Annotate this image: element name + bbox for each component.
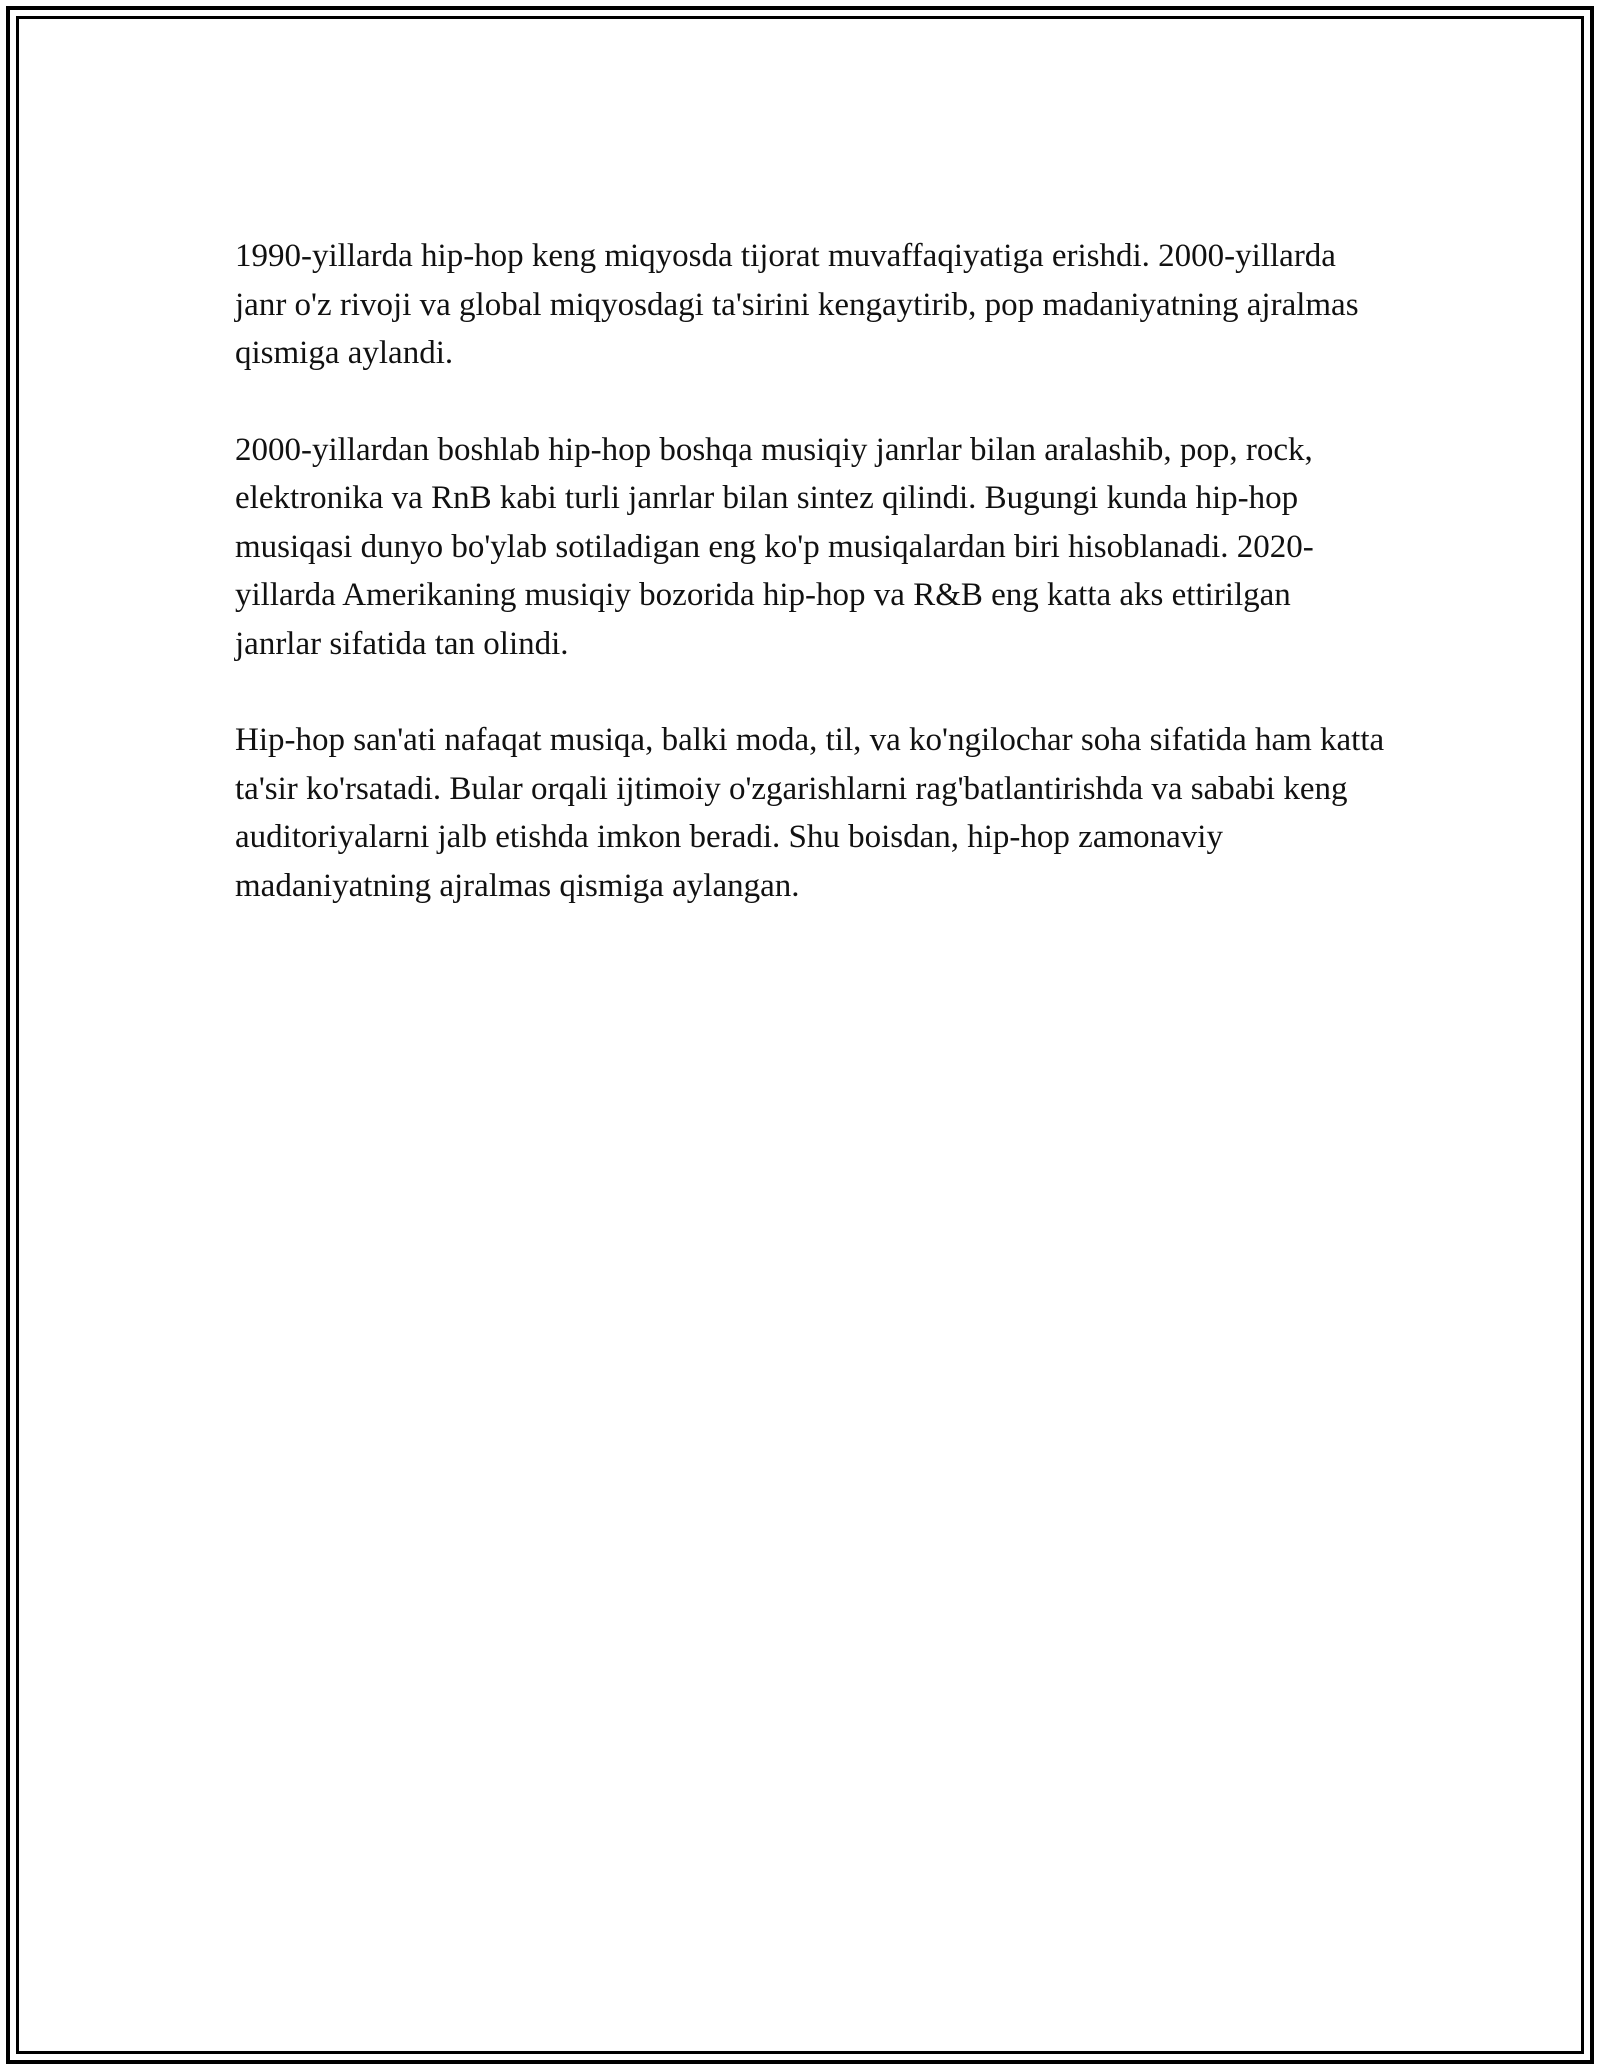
- paragraph-3: Hip-hop san'ati nafaqat musiqa, balki moda, til, va ko'ngilochar soha sifatida ham katta ta'sir ko'rsatadi. Bular orqali ijtimoiy o'zgarishlarni rag'batlantirishda va sababi keng auditoriyalarni jalb etishda imkon beradi. Shu boisdan, hip-hop zamonaviy madaniyatning ajralmas qismiga aylangan.: [235, 722, 1385, 904]
- paragraph-2: 2000-yillardan boshlab hip-hop boshqa musiqiy janrlar bilan aralashib, pop, rock, elektronika va RnB kabi turli janrlar bilan sintez qilindi. Bugungi kunda hip-hop musiqasi dunyo bo'ylab sotiladigan eng ko'p musiqalardan biri hisoblanadi. 2020-yillarda Amerikaning musiqiy bozorida hip-hop va R&B eng katta aks ettirilgan janrlar sifatida tan olindi.: [235, 431, 1314, 662]
- paragraph-1: 1990-yillarda hip-hop keng miqyosda tijorat muvaffaqiyatiga erishdi. 2000-yillarda janr o'z rivoji va global miqyosdagi ta'sirini kengaytirib, pop madaniyatning ajralmas qismiga aylandi.: [235, 238, 1359, 371]
- document-body: [235, 232, 1385, 958]
